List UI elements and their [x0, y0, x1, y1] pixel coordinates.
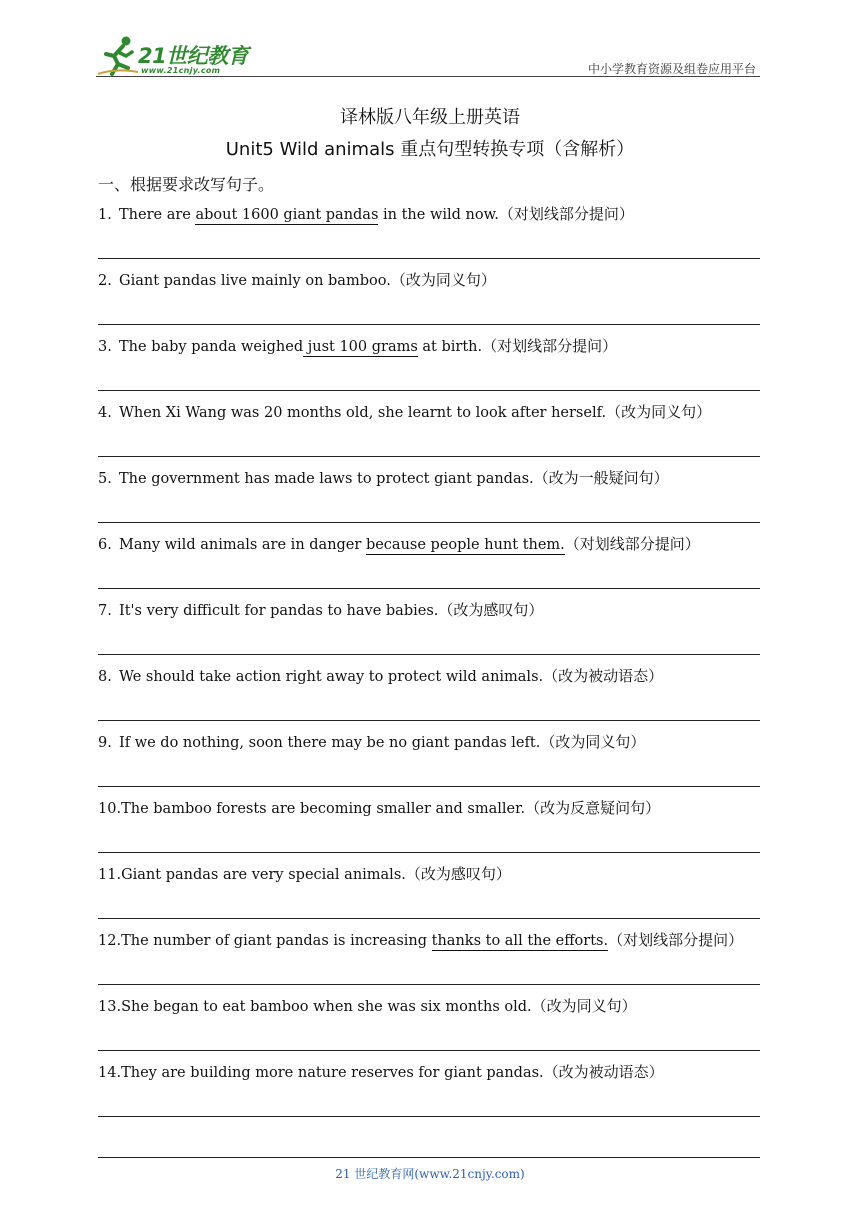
answer-line[interactable]: [98, 588, 760, 589]
question-item: [98, 797, 768, 818]
question-instruction: （改为感叹句）: [405, 865, 511, 883]
question-text: There are: [119, 207, 196, 223]
question-item: [98, 335, 768, 356]
question-number: 8.: [98, 669, 112, 685]
question-instruction: （改为同义句）: [606, 403, 712, 421]
question-underlined-part: about 1600 giant pandas: [195, 207, 379, 223]
question-item: [98, 599, 768, 620]
question-instruction: （对划线部分提问）: [608, 931, 744, 949]
footer-divider: [98, 1157, 760, 1158]
question-instruction: （改为同义句）: [390, 271, 496, 289]
answer-line[interactable]: [98, 1116, 760, 1117]
question-number: 7.: [98, 603, 112, 619]
question-instruction: （对划线部分提问）: [482, 337, 618, 355]
question-underlined-part: just 100 grams: [303, 339, 418, 355]
answer-line[interactable]: [98, 456, 760, 457]
question-instruction: （对划线部分提问）: [498, 205, 634, 223]
question-number: 3.: [98, 339, 112, 355]
logo-text: 21世纪教育: [138, 44, 249, 68]
answer-line[interactable]: [98, 324, 760, 325]
question-number: 1.: [98, 207, 112, 223]
question-text-tail: in the wild now.: [378, 207, 499, 223]
question-item: [98, 467, 768, 488]
question-text: The baby panda weighed: [119, 339, 304, 355]
page-footer: 21 世纪教育网(www.21cnjy.com): [335, 1167, 525, 1181]
question-item: [98, 533, 768, 554]
answer-line[interactable]: [98, 1050, 760, 1051]
question-number: 14.: [98, 1065, 122, 1081]
question-item: [98, 269, 768, 290]
question-instruction: （改为一般疑问句）: [533, 469, 669, 487]
answer-line[interactable]: [98, 654, 760, 655]
answer-line[interactable]: [98, 258, 760, 259]
question-number: 5.: [98, 471, 112, 487]
question-number: 10.: [98, 801, 122, 817]
question-item: [98, 995, 768, 1016]
question-text: We should take action right away to protect wild animals.: [119, 669, 544, 685]
question-number: 9.: [98, 735, 112, 751]
running-man-icon: [96, 34, 140, 78]
question-text: The bamboo forests are becoming smaller and smaller.: [121, 801, 526, 817]
question-text-tail: at birth.: [417, 339, 483, 355]
section-heading: 一、根据要求改写句子。: [98, 175, 275, 194]
question-number: 12.: [98, 933, 122, 949]
page-title: 译林版八年级上册英语: [340, 107, 520, 128]
answer-line[interactable]: [98, 720, 760, 721]
question-instruction: （改为反意疑问句）: [525, 799, 661, 817]
answer-line[interactable]: [98, 522, 760, 523]
question-number: 13.: [98, 999, 122, 1015]
header-divider: [96, 76, 760, 77]
question-text: She began to eat bamboo when she was six months old.: [121, 999, 532, 1015]
question-number: 6.: [98, 537, 112, 553]
question-instruction: （改为被动语态）: [543, 667, 664, 685]
page-subtitle: Unit5 Wild animals 重点句型转换专项（含解析）: [225, 139, 635, 160]
answer-line[interactable]: [98, 390, 760, 391]
question-instruction: （改为同义句）: [531, 997, 637, 1015]
page-header: [96, 30, 760, 78]
question-number: 4.: [98, 405, 112, 421]
logo-url: www.21cnjy.com: [141, 66, 221, 75]
question-text: It's very difficult for pandas to have babies.: [119, 603, 439, 619]
question-item: [98, 401, 768, 422]
question-text: Giant pandas are very special animals.: [121, 867, 406, 883]
question-text: The government has made laws to protect giant pandas.: [119, 471, 534, 487]
question-text: The number of giant pandas is increasing: [121, 933, 432, 949]
question-item: [98, 863, 768, 884]
question-number: 11.: [98, 867, 122, 883]
question-underlined-part: because people hunt them.: [365, 537, 565, 553]
question-text: Many wild animals are in danger: [119, 537, 366, 553]
question-text: If we do nothing, soon there may be no giant pandas left.: [119, 735, 541, 751]
brand-logo: [96, 34, 266, 78]
question-instruction: （对划线部分提问）: [564, 535, 700, 553]
question-item: [98, 203, 768, 224]
question-text: Giant pandas live mainly on bamboo.: [119, 273, 391, 289]
question-item: [98, 665, 768, 686]
header-tagline: 中小学教育资源及组卷应用平台: [587, 62, 756, 76]
question-text: When Xi Wang was 20 months old, she learnt to look after herself.: [119, 405, 607, 421]
answer-line[interactable]: [98, 918, 760, 919]
question-item: [98, 731, 768, 752]
question-item: [98, 929, 768, 950]
question-underlined-part: thanks to all the efforts.: [431, 933, 609, 949]
question-instruction: （改为同义句）: [540, 733, 646, 751]
question-instruction: （改为感叹句）: [438, 601, 544, 619]
answer-line[interactable]: [98, 852, 760, 853]
answer-line[interactable]: [98, 984, 760, 985]
question-instruction: （改为被动语态）: [543, 1063, 664, 1081]
answer-line[interactable]: [98, 786, 760, 787]
question-item: [98, 1061, 768, 1082]
question-number: 2.: [98, 273, 112, 289]
question-text: They are building more nature reserves for giant pandas.: [121, 1065, 544, 1081]
